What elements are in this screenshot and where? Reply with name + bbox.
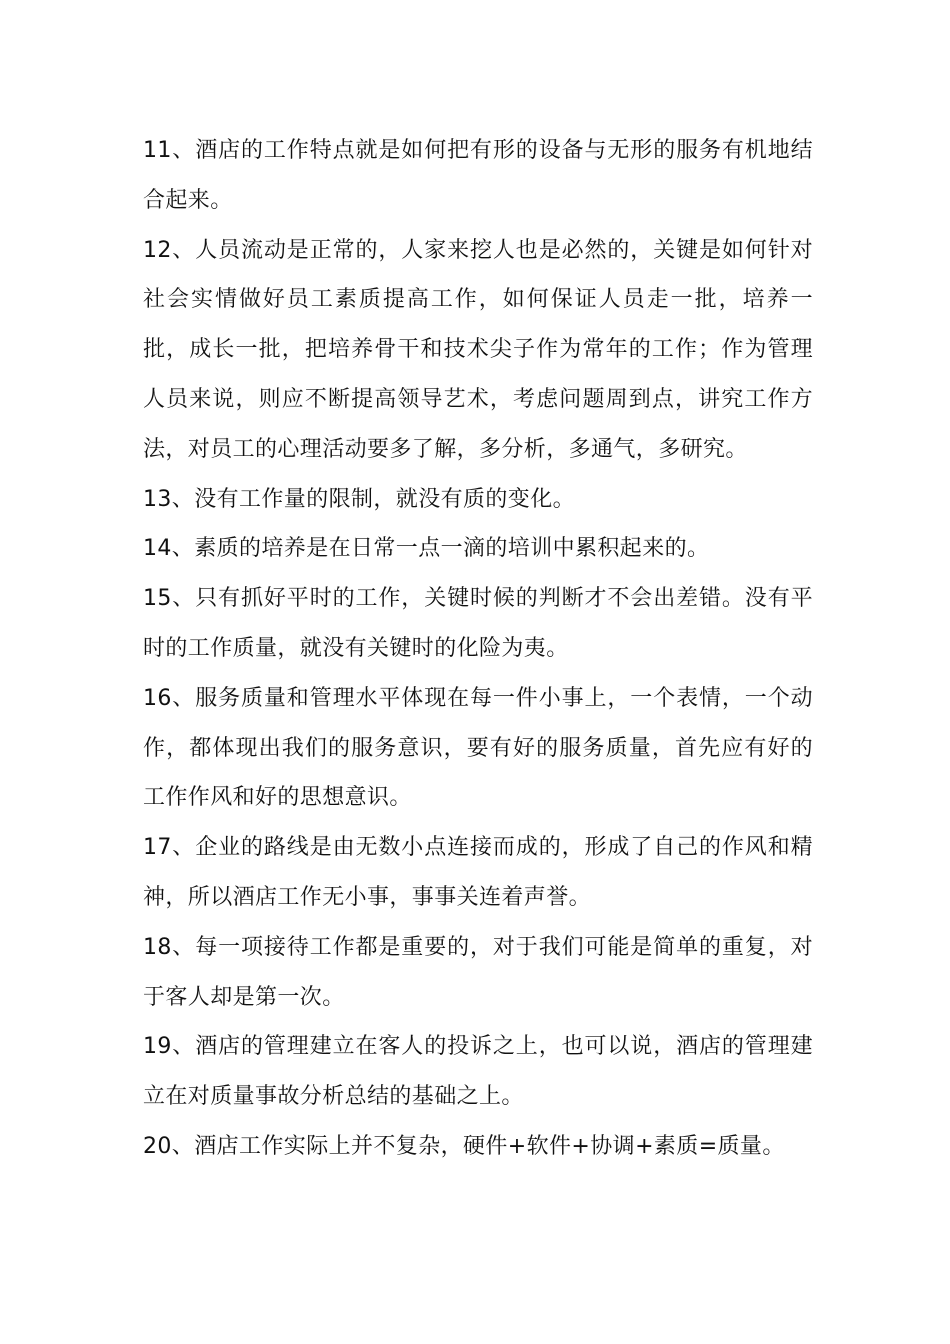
paragraph-15: 15、只有抓好平时的工作，关键时候的判断才不会出差错。没有平时的工作质量，就没有关键时的化险为夷。: [143, 586, 813, 661]
paragraph-12: 12、人员流动是正常的，人家来挖人也是必然的，关键是如何针对社会实情做好员工素质提高工作，如何保证人员走一批，培养一批，成长一批，把培养骨干和技术尖子作为常年的工作；作为管理人员来说，则应不断提高领导艺术，考虑问题周到点，讲究工作方法，对员工的心理活动要多了解，多分析，多通气，多研究。: [143, 237, 813, 462]
paragraph-20: 20、酒店工作实际上并不复杂，硬件+软件+协调+素质=质量。: [143, 1133, 785, 1159]
paragraph-19: 19、酒店的管理建立在客人的投诉之上，也可以说，酒店的管理建立在对质量事故分析总结的基础之上。: [143, 1034, 813, 1110]
paragraph-17: 17、企业的路线是由无数小点连接而成的，形成了自己的作风和精神，所以酒店工作无小事，事事关连着声誉。: [143, 835, 813, 910]
paragraph-14: 14、素质的培养是在日常一点一滴的培训中累积起来的。: [143, 536, 710, 562]
paragraph-16: 16、服务质量和管理水平体现在每一件小事上，一个表情，一个动作，都体现出我们的服务意识，要有好的服务质量，首先应有好的工作作风和好的思想意识。: [143, 685, 813, 811]
paragraph-11: 11、酒店的工作特点就是如何把有形的设备与无形的服务有机地结合起来。: [143, 138, 813, 213]
paragraph-18: 18、每一项接待工作都是重要的，对于我们可能是简单的重复，对于客人却是第一次。: [143, 934, 813, 1010]
document-body: [143, 126, 813, 1172]
paragraph-13: 13、没有工作量的限制，就没有质的变化。: [143, 486, 575, 512]
